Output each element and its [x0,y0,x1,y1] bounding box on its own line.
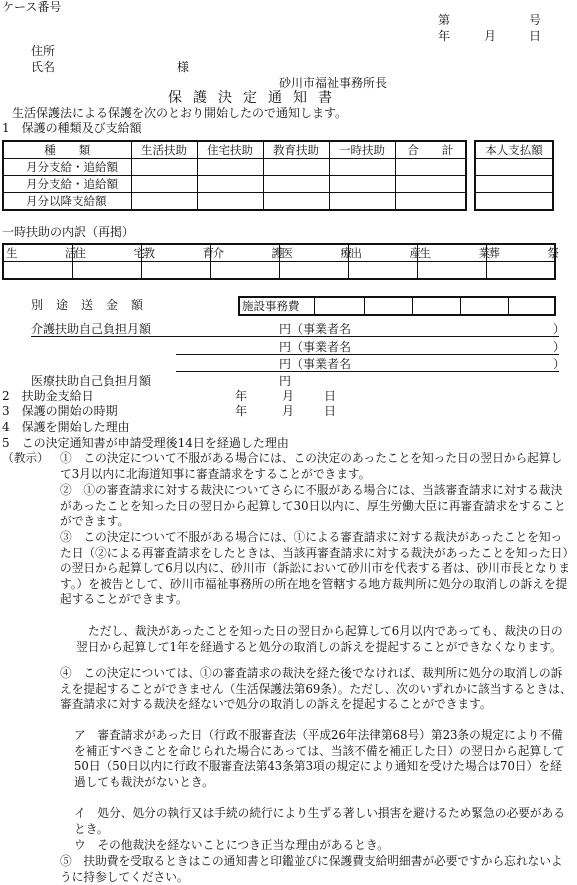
row-label: 月分以降支給額 [3,193,131,211]
underline [31,336,559,337]
note-4-i: イ 処分、処分の執行又は手続の続行により生ずる著しい損害を避けるため緊急の必要があるとき。 [74,806,565,836]
table-cell [141,262,210,280]
table-cell [131,193,197,211]
table-cell [412,297,460,315]
row-label: 月分支給・追給額 [3,159,131,176]
table-cell [197,193,263,211]
col-header: 生活扶助 [131,141,197,159]
item3-month: 月 [282,404,295,418]
item3-year: 年 [235,404,248,418]
table-cell [3,262,72,280]
item2-year: 年 [235,389,248,403]
row-label: 月分支給・追給額 [3,176,131,193]
note-3-proviso: ただし、裁決があったことを知った日の翌日から起算して6月以内であっても、裁決の日の翌日から起算して1年を経過すると処分の取消しの訴えを提起することができなくなります。 [76,624,563,654]
table-cell [329,176,395,193]
table-cell [475,176,553,193]
note-4-u: ウ その他裁決を経ないことにつき正当な理由があるとき。 [74,838,389,852]
date-day: 日 [529,29,542,43]
note-1: ① この決定について不服がある場合には、この決定のあったことを知った日の翌日から起算して3月以内に北海道知事に審査請求をすることができます。 [60,451,563,481]
doc-number-dai: 第 [438,13,451,27]
care-provider-3: 円（事業者名 [279,357,352,371]
col-header: 一時扶助 [329,141,395,159]
table-cell [197,159,263,176]
col-header: 合 計 [395,141,466,159]
separate-amount-label: 別途送金額 [31,298,157,312]
table-cell [364,297,412,315]
table-cell [417,262,486,280]
table-cell [475,193,553,211]
doc-number-go: 号 [529,13,542,27]
medical-yen: 円 [279,374,292,388]
facility-table [238,296,556,316]
col-header: 生 業 [417,244,486,262]
col-header: 教 育 [141,244,210,262]
medical-self-burden-label: 医療扶助自己負担月額 [31,374,152,388]
sama-label: 様 [177,60,190,74]
col-header: 種 類 [3,141,131,159]
table-cell [460,297,508,315]
close-paren-3: ） [553,357,566,371]
section1-heading: 1 保護の種類及び支給額 [2,121,142,135]
care-provider-1: 円（事業者名 [279,322,352,336]
col-header: 医 療 [279,244,348,262]
case-number-label: ケース番号 [2,0,62,14]
table-cell [197,176,263,193]
col-header: 介 護 [210,244,279,262]
date-year: 年 [438,29,451,43]
temp-aid-table [2,243,577,280]
facility-office-label: 施設事務費 [239,297,314,315]
address-label: 住所 [31,44,56,58]
intro-text: 生活保護法による保護を次のとおり開始したので通知します。 [12,106,348,120]
close-paren-1: ） [553,322,566,336]
note-4-a: ア 審査請求があった日（行政不服審査法（平成26年法律第68号）第23条の規定により不備を補正すべきことを命じられた場合にあっては、当該不備を補正した日）の翌日から起算して50日（50日以内に行政不服審査法第43条第3項の規定により通知を受けた場合は70日）を経過しても裁決がないとき。 [74,728,565,789]
notes-label: （教示） [2,451,49,465]
date-month: 月 [484,29,497,43]
col-header: 出 産 [348,244,417,262]
table-cell [279,262,348,280]
col-header: 住 宅 [72,244,141,262]
item4-label: 4 保護を開始した理由 [2,420,130,434]
item5-label: 5 この決定通知書が申請受理後14日を経過した理由 [2,436,289,450]
col-header: 住宅扶助 [197,141,263,159]
issuer: 砂川市福祉事務所長 [279,76,388,90]
close-paren-2: ） [553,340,566,354]
note-3: ③ この決定について不服がある場合には、①による審査請求に対する裁決があったことを知った日（②による再審査請求をしたときは、当該再審査請求に対する裁決があったことを知った日）の翌日から起算して6月以内に、砂川市（訴訟において砂川市を代表する者は、砂川市長となります。）を被告として、砂川市福祉事務所の所在地を管轄する地方裁判所に処分の取消しの訴えを提起することができます。 [60,530,570,607]
table-cell [475,159,553,176]
note-5: ⑤ 扶助費を受取るときはこの通知書と印鑑並びに保護費支給明細書が必要ですから忘れないように持参してください。 [60,854,563,884]
col-header: 葬 祭 [486,244,555,262]
underline [176,354,559,355]
table-cell [486,262,555,280]
table-cell [210,262,279,280]
table-cell [314,297,364,315]
self-payment-table [474,140,554,211]
table-cell [72,262,141,280]
col-header: 教育扶助 [263,141,329,159]
underline [176,371,559,372]
benefit-table [2,140,467,211]
item3-label: 3 保護の開始の時期 [2,404,118,418]
table-cell [263,176,329,193]
table-cell [329,159,395,176]
table-cell [395,176,466,193]
table-cell [395,193,466,211]
table-cell [263,159,329,176]
table-cell [329,193,395,211]
name-label: 氏名 [31,60,56,74]
self-payment-header: 本人支払額 [475,141,553,159]
item3-day: 日 [324,404,337,418]
note-4: ④ この決定については、①の審査請求の裁決を経た後でなければ、裁判所に処分の取消しの訴えを提起することができません（生活保護法第69条）。ただし、次のいずれかに該当するときは、審査請求に対する裁決を経ないで処分の取消しの訴えを提起することができます。 [60,666,572,712]
table-cell [348,262,417,280]
table-cell [131,159,197,176]
item2-day: 日 [324,389,337,403]
care-provider-2: 円（事業者名 [279,340,352,354]
col-header: 生 活 [3,244,72,262]
temp-aid-heading: 一時扶助の内訳（再掲） [2,225,135,239]
table-cell [263,193,329,211]
table-cell [508,297,555,315]
care-self-burden-label: 介護扶助自己負担月額 [31,322,152,336]
table-cell [131,176,197,193]
table-cell [395,159,466,176]
document-title: 保護決定通知書 [168,90,343,106]
note-2: ② ①の審査請求に対する裁決についてさらに不服がある場合には、当該審査請求に対する裁決があったことを知った日の翌日から起算して30日以内に、厚生労働大臣に再審査請求をすることができます。 [60,483,566,529]
item2-label: 2 扶助金支給日 [2,389,94,403]
item2-month: 月 [282,389,295,403]
